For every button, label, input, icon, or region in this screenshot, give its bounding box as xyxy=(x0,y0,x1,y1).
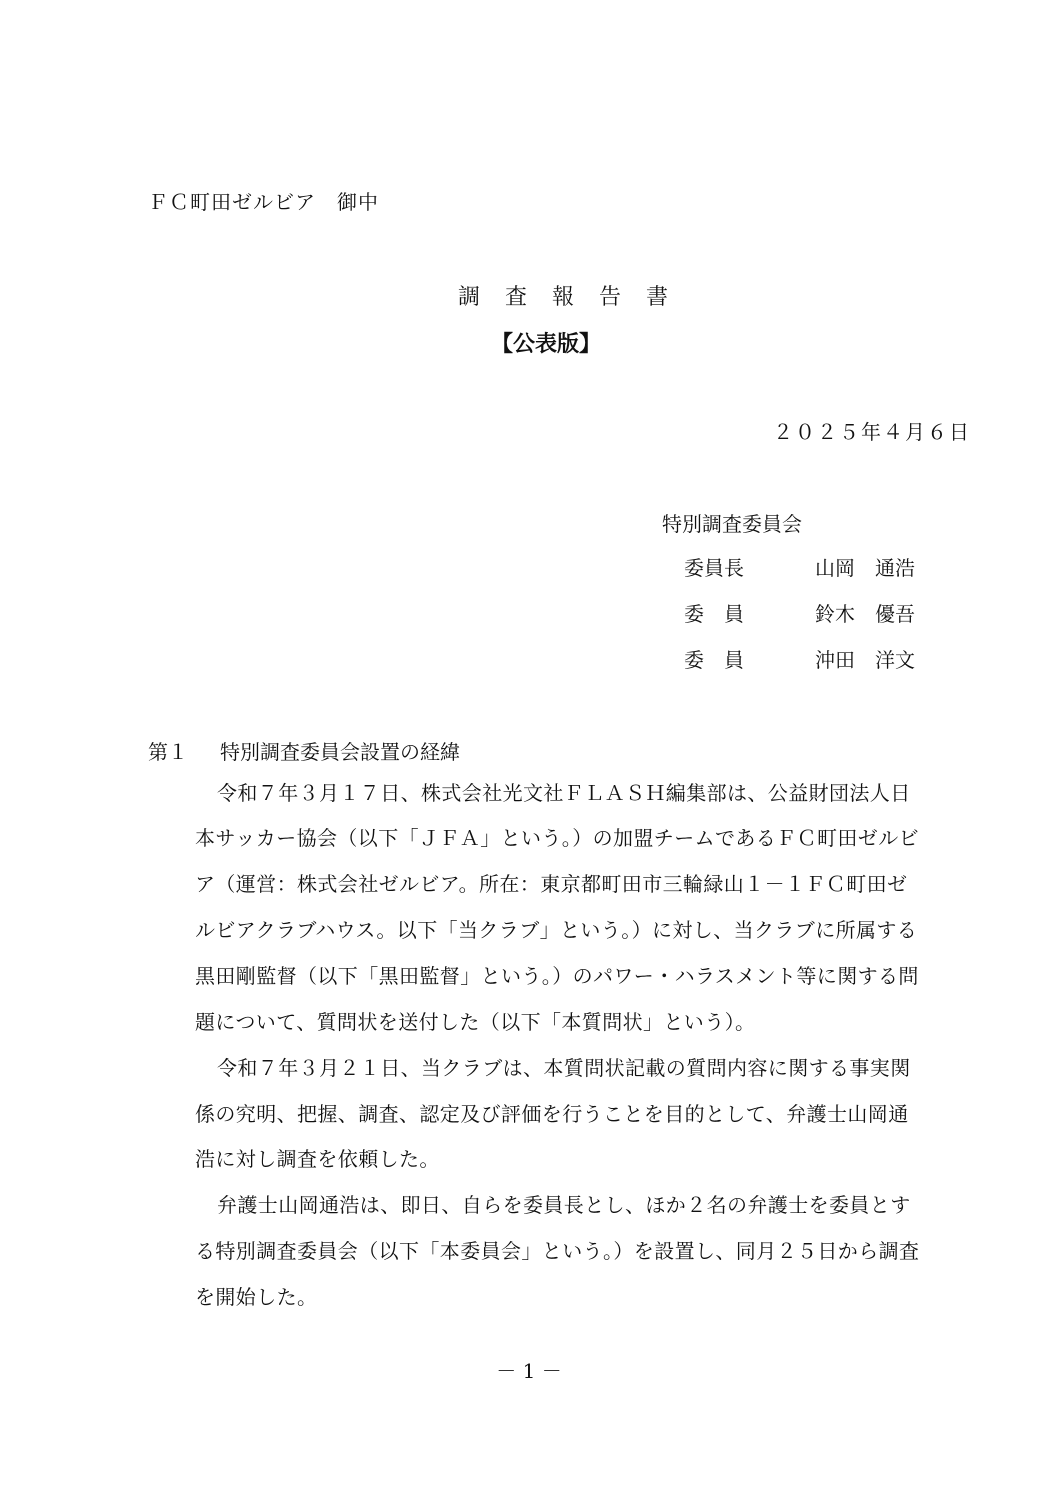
document-date: ２０２５年４月６日 xyxy=(773,420,971,444)
title-char: 調 xyxy=(458,285,481,310)
title-char: 査 xyxy=(505,285,528,310)
body-line: る特別調査委員会（以下「本委員会」という。）を設置し、同月２５日から調査 xyxy=(195,1239,920,1263)
body-line: 令和７年３月１７日、株式会社光文社ＦＬＡＳＨ編集部は、公益財団法人日 xyxy=(217,781,911,805)
page-number: － 1 － xyxy=(496,1359,562,1383)
member-role: 委 員 xyxy=(684,648,744,672)
member-name: 山岡 通浩 xyxy=(815,556,915,580)
body-line: 黒田剛監督（以下「黒田監督」という。）のパワー・ハラスメント等に関する問 xyxy=(195,964,919,988)
body-line: 題について、質問状を送付した（以下「本質問状」という）。 xyxy=(195,1010,756,1034)
member-name: 鈴木 優吾 xyxy=(815,602,915,626)
body-line: 浩に対し調査を依頼した。 xyxy=(195,1147,440,1171)
title-char: 報 xyxy=(552,285,575,310)
section-number: 第１ xyxy=(148,740,188,764)
addressee: ＦＣ町田ゼルビア 御中 xyxy=(148,190,379,214)
document-title xyxy=(458,280,693,311)
body-line: 本サッカー協会（以下「ＪＦＡ」という。）の加盟チームであるＦＣ町田ゼルビ xyxy=(195,826,919,850)
member-role: 委 員 xyxy=(684,602,744,626)
body-line: 弁護士山岡通浩は、即日、自らを委員長とし、ほか２名の弁護士を委員とす xyxy=(217,1193,911,1217)
body-line: ア（運営：株式会社ゼルビア。所在：東京都町田市三輪緑山１－１ＦＣ町田ゼ xyxy=(195,872,908,896)
member-role: 委員長 xyxy=(684,556,744,580)
title-char: 書 xyxy=(646,285,669,310)
member-name: 沖田 洋文 xyxy=(815,648,915,672)
section-title: 特別調査委員会設置の経緯 xyxy=(220,740,460,764)
body-line: 令和７年３月２１日、当クラブは、本質問状記載の質問内容に関する事実関 xyxy=(217,1056,911,1080)
body-line: ルビアクラブハウス。以下「当クラブ」という。）に対し、当クラブに所属する xyxy=(195,918,918,942)
document-subtitle: 【公表版】 xyxy=(491,331,602,357)
body-line: を開始した。 xyxy=(195,1285,318,1309)
section-heading xyxy=(148,736,460,765)
committee-name: 特別調査委員会 xyxy=(662,512,802,536)
title-char: 告 xyxy=(599,285,622,310)
body-line: 係の究明、把握、調査、認定及び評価を行うことを目的として、弁護士山岡通 xyxy=(195,1102,909,1126)
